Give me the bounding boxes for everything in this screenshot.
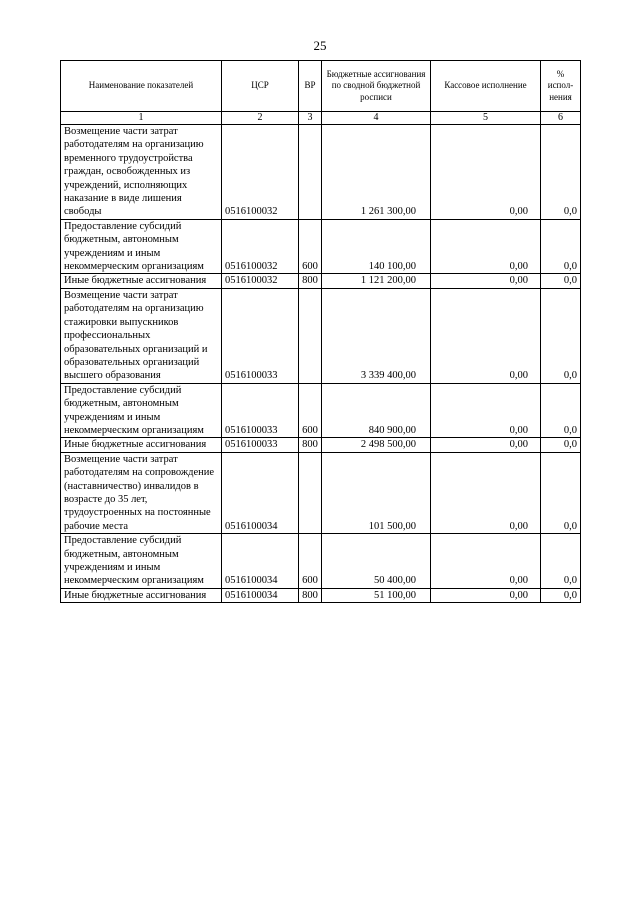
row-name: Предоставление субсидий бюджетным, автономным учреждениям и иным некоммерческим организациям [61, 383, 222, 438]
row-allocations: 1 121 200,00 [322, 274, 431, 288]
row-allocations: 101 500,00 [322, 452, 431, 533]
row-csr: 0516100034 [222, 452, 299, 533]
table-row [61, 274, 581, 288]
row-percent: 0,0 [541, 383, 581, 438]
row-csr: 0516100033 [222, 438, 299, 452]
row-vr: 800 [299, 588, 322, 602]
row-name: Предоставление субсидий бюджетным, автономным учреждениям и иным некоммерческим организациям [61, 534, 222, 589]
row-execution: 0,00 [431, 534, 541, 589]
row-csr: 0516100034 [222, 588, 299, 602]
row-csr: 0516100034 [222, 534, 299, 589]
row-allocations: 840 900,00 [322, 383, 431, 438]
column-number: 5 [431, 112, 541, 125]
column-number: 4 [322, 112, 431, 125]
table-row [61, 588, 581, 602]
row-csr: 0516100032 [222, 274, 299, 288]
row-execution: 0,00 [431, 219, 541, 274]
header-csr: ЦСР [222, 61, 299, 112]
row-execution: 0,00 [431, 383, 541, 438]
column-number-row [61, 112, 581, 125]
row-percent: 0,0 [541, 588, 581, 602]
row-csr: 0516100032 [222, 219, 299, 274]
row-percent: 0,0 [541, 438, 581, 452]
row-percent: 0,0 [541, 274, 581, 288]
row-allocations: 140 100,00 [322, 219, 431, 274]
row-vr: 600 [299, 534, 322, 589]
row-name: Иные бюджетные ассигнования [61, 274, 222, 288]
row-vr: 800 [299, 274, 322, 288]
row-vr: 800 [299, 438, 322, 452]
table-row [61, 125, 581, 220]
row-csr: 0516100033 [222, 383, 299, 438]
row-allocations: 50 400,00 [322, 534, 431, 589]
header-row [61, 61, 581, 112]
row-allocations: 2 498 500,00 [322, 438, 431, 452]
table-row [61, 438, 581, 452]
row-name: Иные бюджетные ассигнования [61, 588, 222, 602]
column-number: 2 [222, 112, 299, 125]
row-name: Возмещение части затрат работодателям на сопровождение (наставничество) инвалидов в возрасте до 35 лет, трудоустроенных на постоянные рабочие места [61, 452, 222, 533]
header-execution: Кассовое исполнение [431, 61, 541, 112]
row-vr [299, 452, 322, 533]
row-percent: 0,0 [541, 452, 581, 533]
table-row [61, 288, 581, 383]
header-name: Наименование показателей [61, 61, 222, 112]
row-percent: 0,0 [541, 219, 581, 274]
row-execution: 0,00 [431, 588, 541, 602]
row-execution: 0,00 [431, 438, 541, 452]
row-csr: 0516100032 [222, 125, 299, 220]
column-number: 3 [299, 112, 322, 125]
row-percent: 0,0 [541, 534, 581, 589]
row-name: Возмещение части затрат работодателям на организацию стажировки выпускников профессиональных образовательных организаций и образовательных организаций высшего образования [61, 288, 222, 383]
row-execution: 0,00 [431, 452, 541, 533]
row-vr: 600 [299, 383, 322, 438]
row-vr: 600 [299, 219, 322, 274]
row-vr [299, 125, 322, 220]
column-number: 1 [61, 112, 222, 125]
row-execution: 0,00 [431, 125, 541, 220]
row-allocations: 3 339 400,00 [322, 288, 431, 383]
column-number: 6 [541, 112, 581, 125]
row-name: Предоставление субсидий бюджетным, автономным учреждениям и иным некоммерческим организациям [61, 219, 222, 274]
header-vr: ВР [299, 61, 322, 112]
header-percent: % испол-нения [541, 61, 581, 112]
budget-execution-table [60, 60, 581, 603]
table-row [61, 383, 581, 438]
row-csr: 0516100033 [222, 288, 299, 383]
row-vr [299, 288, 322, 383]
table-row [61, 219, 581, 274]
row-percent: 0,0 [541, 288, 581, 383]
row-allocations: 51 100,00 [322, 588, 431, 602]
page-number: 25 [313, 38, 327, 53]
table-row [61, 452, 581, 533]
row-execution: 0,00 [431, 288, 541, 383]
row-percent: 0,0 [541, 125, 581, 220]
row-allocations: 1 261 300,00 [322, 125, 431, 220]
row-name: Возмещение части затрат работодателям на организацию временного трудоустройства граждан, освобожденных из учреждений, исполняющих наказание в виде лишения свободы [61, 125, 222, 220]
row-name: Иные бюджетные ассигнования [61, 438, 222, 452]
table-row [61, 534, 581, 589]
row-execution: 0,00 [431, 274, 541, 288]
header-allocations: Бюджетные ассигнования по сводной бюджетной росписи [322, 61, 431, 112]
